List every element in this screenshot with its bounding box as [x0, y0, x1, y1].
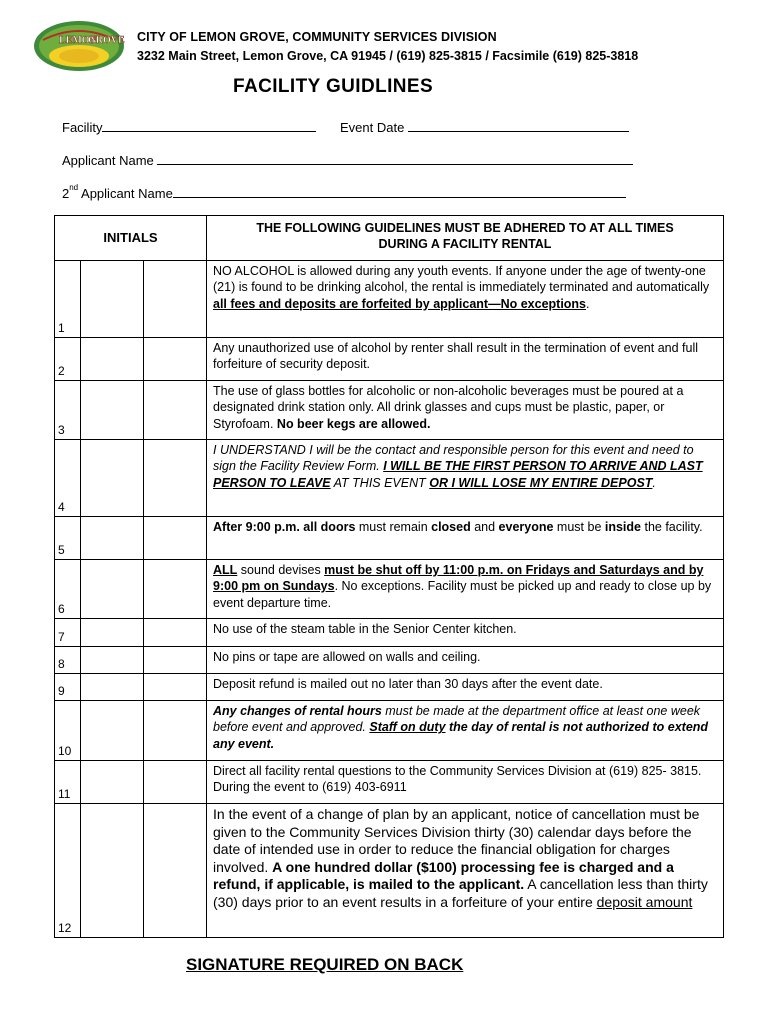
- initials-box-1[interactable]: [81, 701, 144, 761]
- second-applicant-prefix: 2: [62, 186, 70, 201]
- table-header-row: [55, 216, 724, 261]
- guideline-text: NO ALCOHOL is allowed during any youth events. If anyone under the age of twenty-one (21) is found to be drinking alcohol, the rental is immediately terminated and automatically all fees and deposits are forfeited by applicant—No exceptions.: [207, 261, 724, 338]
- initials-box-1[interactable]: [81, 517, 144, 560]
- initials-box-1[interactable]: [81, 560, 144, 619]
- city-logo: [33, 20, 125, 72]
- document-title: FACILITY GUIDLINES: [233, 76, 434, 97]
- signature-required-note: SIGNATURE REQUIRED ON BACK: [186, 955, 464, 974]
- guidelines-table: [54, 215, 724, 938]
- row-number: 12: [55, 804, 81, 938]
- table-row: [55, 517, 724, 560]
- logo-text-grove: GROVE: [88, 35, 125, 46]
- logo-text-lemon: LEMON: [59, 35, 97, 46]
- initials-header: INITIALS: [55, 216, 207, 261]
- event-date-label: Event Date: [340, 120, 405, 135]
- table-row: [55, 701, 724, 761]
- guideline-text: Direct all facility rental questions to the Community Services Division at (619) 825- 3815. During the event to (619) 403-6911: [207, 761, 724, 804]
- event-date-line[interactable]: [408, 119, 629, 132]
- initials-box-1[interactable]: [81, 647, 144, 674]
- row-number: 7: [55, 619, 81, 647]
- table-row: [55, 647, 724, 674]
- guideline-text: Any changes of rental hours must be made at the department office at least one week before event and approved. Staff on duty the day of rental is not authorized to extend any event.: [207, 701, 724, 761]
- guideline-text: No use of the steam table in the Senior Center kitchen.: [207, 619, 724, 647]
- guideline-text: After 9:00 p.m. all doors must remain closed and everyone must be inside the facility.: [207, 517, 724, 560]
- initials-box-2[interactable]: [144, 381, 207, 440]
- guideline-text: I UNDERSTAND I will be the contact and responsible person for this event and need to sign the Facility Review Form. I WILL BE THE FIRST PERSON TO ARRIVE AND LAST PERSON TO LEAVE AT THIS EVENT OR I WILL LOSE MY ENTIRE DEPOST.: [207, 440, 724, 517]
- initials-box-1[interactable]: [81, 381, 144, 440]
- header-division: CITY OF LEMON GROVE, COMMUNITY SERVICES DIVISION: [137, 30, 497, 44]
- facility-line[interactable]: [102, 119, 316, 132]
- guidelines-header: [207, 216, 724, 261]
- table-row: [55, 560, 724, 619]
- row-number: 11: [55, 761, 81, 804]
- row-number: 6: [55, 560, 81, 619]
- table-row: [55, 674, 724, 701]
- second-applicant-label: Applicant Name: [78, 186, 173, 201]
- initials-box-2[interactable]: [144, 804, 207, 938]
- initials-box-1[interactable]: [81, 804, 144, 938]
- initials-box-1[interactable]: [81, 338, 144, 381]
- initials-box-1[interactable]: [81, 440, 144, 517]
- guideline-text: The use of glass bottles for alcoholic or non-alcoholic beverages must be poured at a designated drink station only. All drink glasses and cups must be plastic, paper, or Styrofoam. No beer kegs are allowed.: [207, 381, 724, 440]
- row-number: 9: [55, 674, 81, 701]
- applicant-field[interactable]: [62, 152, 633, 168]
- initials-box-2[interactable]: [144, 560, 207, 619]
- header-address: 3232 Main Street, Lemon Grove, CA 91945 / (619) 825-3815 / Facsimile (619) 825-3818: [137, 49, 639, 63]
- initials-box-2[interactable]: [144, 761, 207, 804]
- guideline-text: Any unauthorized use of alcohol by renter shall result in the termination of event and full forfeiture of security deposit.: [207, 338, 724, 381]
- initials-box-2[interactable]: [144, 517, 207, 560]
- initials-box-1[interactable]: [81, 674, 144, 701]
- row-number: 10: [55, 701, 81, 761]
- guideline-text: Deposit refund is mailed out no later than 30 days after the event date.: [207, 674, 724, 701]
- table-row: [55, 338, 724, 381]
- second-applicant-sup: nd: [69, 183, 79, 192]
- initials-box-2[interactable]: [144, 338, 207, 381]
- guideline-text: In the event of a change of plan by an applicant, notice of cancellation must be given to the Community Services Division thirty (30) calendar days before the date of intended use in order to reduce the financial obligation for charges involved. A one hundred dollar ($100) processing fee is charged and a refund, if applicable, is mailed to the applicant. A cancellation less than thirty (30) days prior to an event results in a forfeiture of your entire deposit amount: [207, 804, 724, 938]
- table-row: [55, 261, 724, 338]
- initials-box-1[interactable]: [81, 619, 144, 647]
- initials-box-2[interactable]: [144, 619, 207, 647]
- guidelines-header-line2: DURING A FACILITY RENTAL: [378, 237, 552, 251]
- table-row: [55, 761, 724, 804]
- table-row: [55, 619, 724, 647]
- initials-box-2[interactable]: [144, 647, 207, 674]
- initials-box-1[interactable]: [81, 261, 144, 338]
- row-number: 1: [55, 261, 81, 338]
- table-row: [55, 381, 724, 440]
- applicant-line[interactable]: [157, 152, 633, 165]
- initials-box-2[interactable]: [144, 701, 207, 761]
- initials-box-1[interactable]: [81, 761, 144, 804]
- guideline-text: ALL sound devises must be shut off by 11:00 p.m. on Fridays and Saturdays and by 9:00 pm on Sundays. No exceptions. Facility must be picked up and ready to close up by event departure time.: [207, 560, 724, 619]
- event-date-field[interactable]: [340, 119, 629, 135]
- row-number: 5: [55, 517, 81, 560]
- initials-box-2[interactable]: [144, 261, 207, 338]
- row-number: 2: [55, 338, 81, 381]
- facility-label: Facility: [62, 120, 103, 135]
- table-row: [55, 440, 724, 517]
- initials-box-2[interactable]: [144, 440, 207, 517]
- applicant-label: Applicant Name: [62, 153, 154, 168]
- row-number: 8: [55, 647, 81, 674]
- row-number: 4: [55, 440, 81, 517]
- guideline-text: No pins or tape are allowed on walls and ceiling.: [207, 647, 724, 674]
- table-row: [55, 804, 724, 938]
- guidelines-header-line1: THE FOLLOWING GUIDELINES MUST BE ADHERED TO AT ALL TIMES: [256, 221, 674, 235]
- row-number: 3: [55, 381, 81, 440]
- second-applicant-line[interactable]: [173, 185, 626, 198]
- initials-box-2[interactable]: [144, 674, 207, 701]
- facility-field[interactable]: [62, 119, 316, 135]
- second-applicant-field[interactable]: [62, 185, 626, 201]
